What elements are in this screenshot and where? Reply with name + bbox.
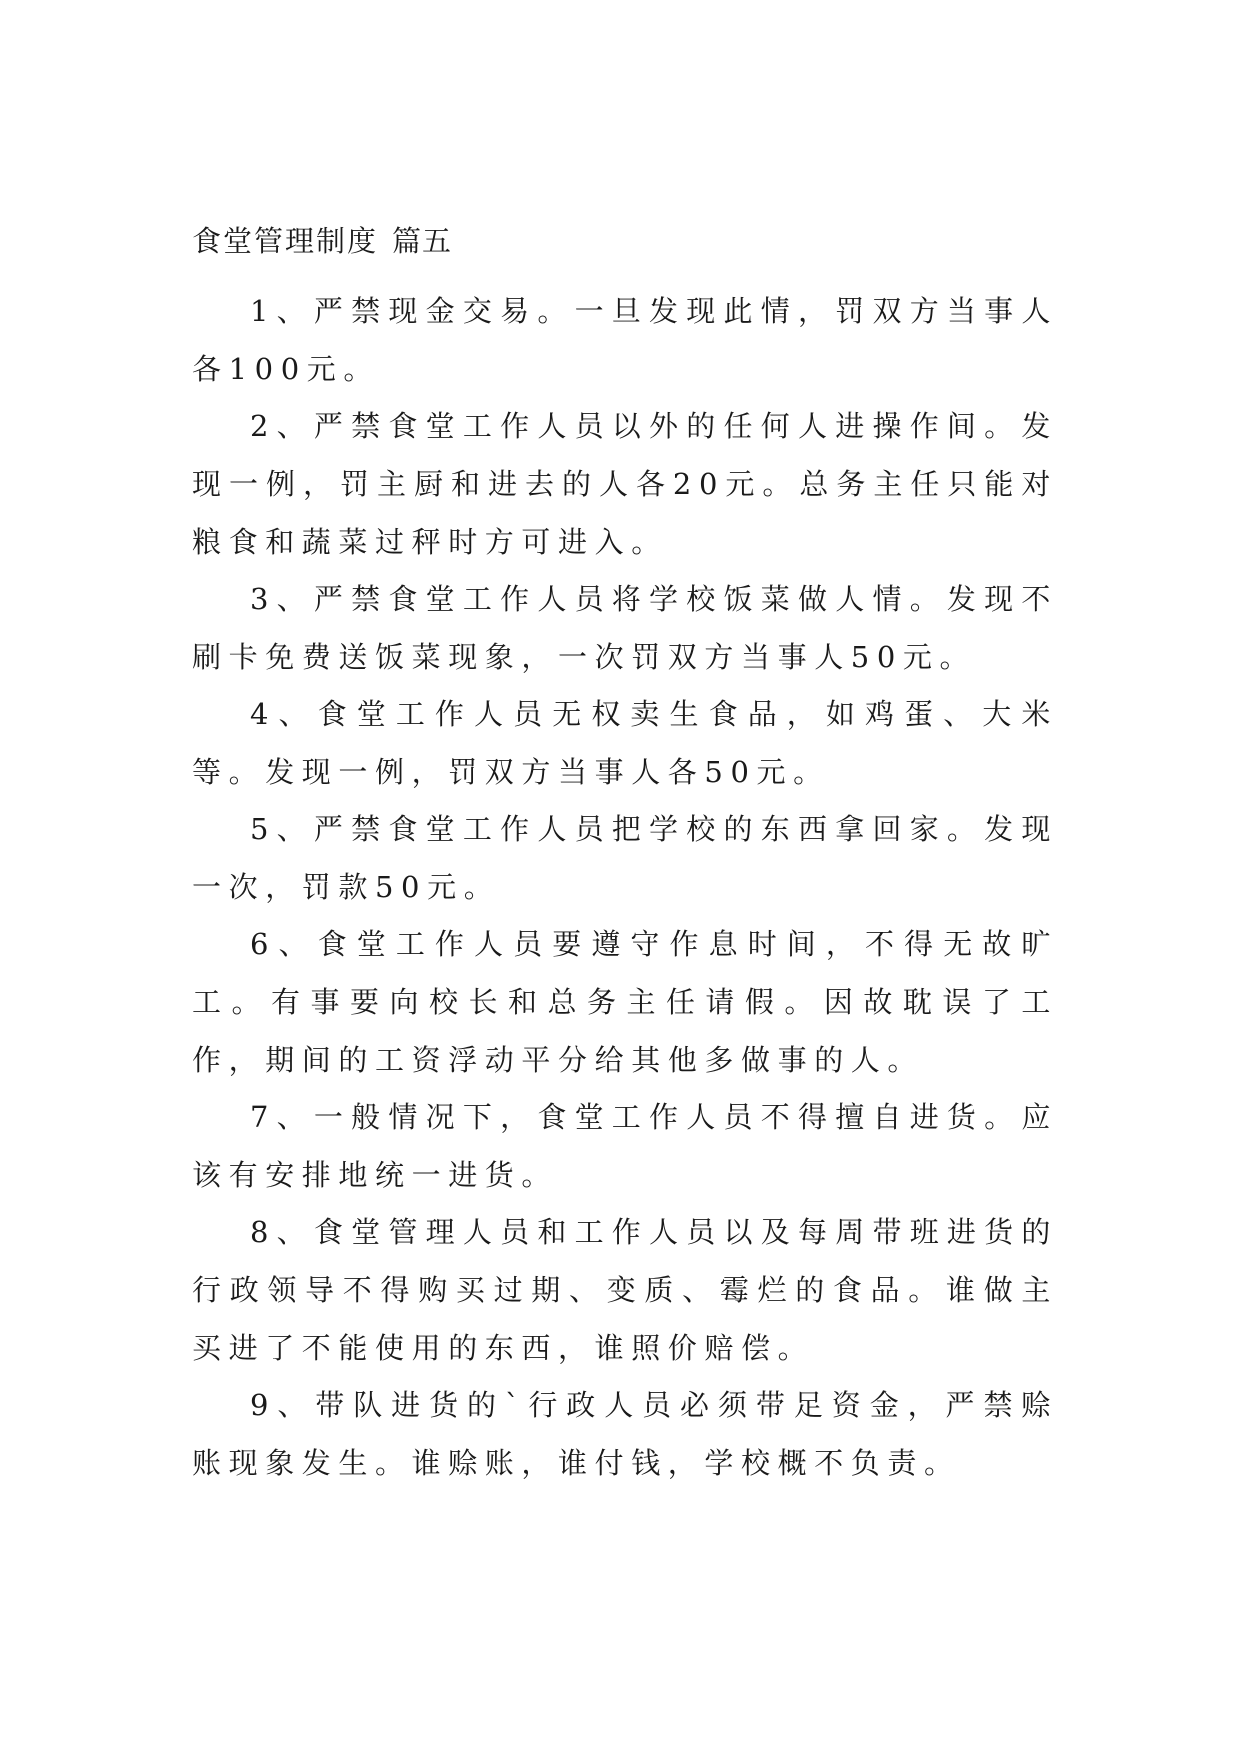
rule-item: 7、一般情况下，食堂工作人员不得擅自进货。应该有安排地统一进货。	[192, 1100, 1058, 1192]
rule-item: 9、带队进货的`行政人员必须带足资金，严禁赊账现象发生。谁赊账，谁付钱，学校概不负责。	[192, 1388, 1058, 1480]
rule-item: 1、严禁现金交易。一旦发现此情，罚双方当事人各100元。	[192, 294, 1058, 386]
rule-item: 2、严禁食堂工作人员以外的任何人进操作间。发现一例，罚主厨和进去的人各20元。总务主任只能对粮食和蔬菜过秤时方可进入。	[192, 409, 1058, 559]
title-text: 食堂管理制度	[192, 224, 379, 258]
rule-item: 5、严禁食堂工作人员把学校的东西拿回家。发现一次，罚款50元。	[192, 812, 1058, 904]
document-page	[192, 222, 1058, 1491]
rule-item: 3、严禁食堂工作人员将学校饭菜做人情。发现不刷卡免费送饭菜现象，一次罚双方当事人50元。	[192, 582, 1058, 674]
rule-item: 6、食堂工作人员要遵守作息时间，不得无故旷工。有事要向校长和总务主任请假。因故耽误了工作，期间的工资浮动平分给其他多做事的人。	[192, 927, 1058, 1077]
rules-list	[192, 282, 1058, 1492]
rule-item: 4、食堂工作人员无权卖生食品，如鸡蛋、大米等。发现一例，罚双方当事人各50元。	[192, 697, 1058, 789]
rule-item: 8、食堂管理人员和工作人员以及每周带班进货的行政领导不得购买过期、变质、霉烂的食品。谁做主买进了不能使用的东西，谁照价赔偿。	[192, 1215, 1058, 1365]
section-label: 篇五	[392, 224, 453, 258]
document-title	[192, 222, 1058, 260]
